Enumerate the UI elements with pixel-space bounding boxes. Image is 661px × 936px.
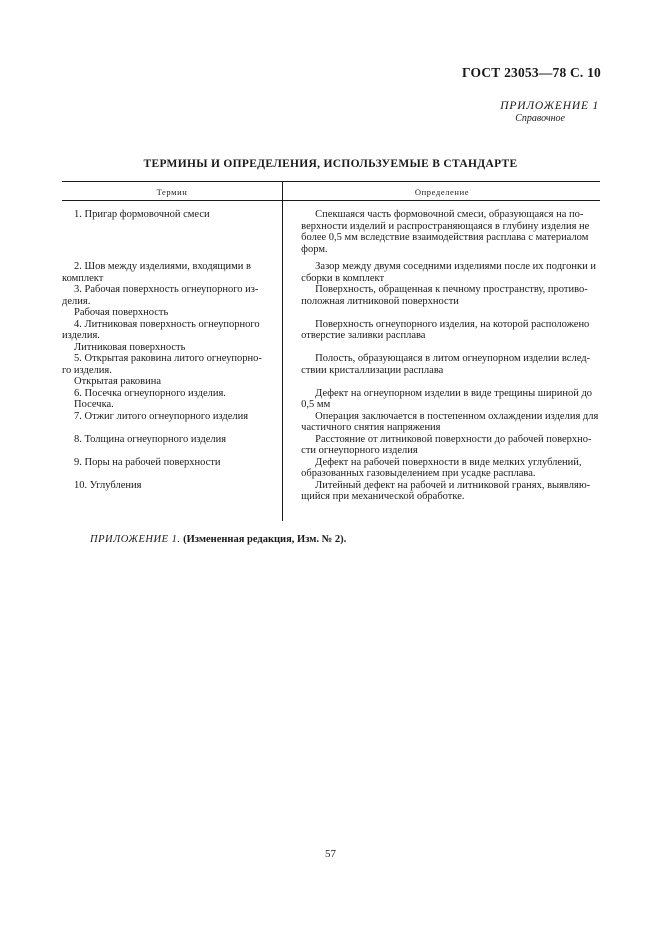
definition-cell xyxy=(301,284,600,307)
term-cell xyxy=(62,307,281,319)
term-text: го изделия. xyxy=(62,364,112,376)
definition-text: форм. xyxy=(301,243,328,255)
terms-table-body xyxy=(62,209,600,503)
term-cell xyxy=(62,434,281,446)
term-text: комплект xyxy=(62,272,104,284)
definition-text: положная литниковой поверхности xyxy=(301,295,459,307)
term-cell xyxy=(62,284,281,307)
table-row xyxy=(62,376,600,388)
definition-cell xyxy=(301,319,600,342)
term-text: Литниковая поверхность xyxy=(74,341,186,353)
document-code: ГОСТ 23053—78 С. 10 xyxy=(462,65,601,80)
term-text: 6. Посечка огнеупорного изделия. xyxy=(74,387,226,399)
term-cell xyxy=(62,342,281,354)
table-row xyxy=(62,434,600,457)
definition-text: сти огнеупорного изделия xyxy=(301,445,418,456)
table-row xyxy=(62,284,600,307)
definition-text: частичного снятия напряжения xyxy=(301,422,441,433)
definition-text: Расстояние от литниковой поверхности до рабочей поверхно- xyxy=(315,433,592,445)
term-text: 9. Поры на рабочей поверхности xyxy=(74,456,221,468)
definition-text: Зазор между двумя соседними изделиями после их подгонки и xyxy=(315,261,596,272)
section-title: ТЕРМИНЫ И ОПРЕДЕЛЕНИЯ, ИСПОЛЬЗУЕМЫЕ В СТАНДАРТЕ xyxy=(143,158,518,170)
definition-text: Литейный дефект на рабочей и литниковой гранях, выявляю- xyxy=(315,479,591,491)
term-cell xyxy=(62,209,281,221)
term-text: Открытая раковина xyxy=(74,376,161,387)
definition-cell xyxy=(301,261,600,284)
term-cell xyxy=(62,388,281,411)
table-row xyxy=(62,307,600,319)
definition-text: Спекшаяся часть формовочной смеси, образующаяся на по- xyxy=(315,209,584,220)
term-text: 10. Углубления xyxy=(74,479,142,491)
term-text: Рабочая поверхность xyxy=(74,307,169,318)
definition-text: Дефект на огнеупорном изделии в виде трещины шириной до xyxy=(315,387,593,399)
term-text: 5. Открытая раковина литого огнеупорно- xyxy=(74,353,262,364)
page-number: 57 xyxy=(325,848,336,860)
definition-text: Поверхность, обращенная к печному пространству, противо- xyxy=(315,284,588,295)
term-text: 1. Пригар формовочной смеси xyxy=(74,209,210,220)
definition-text: Поверхность огнеупорного изделия, на которой расположено xyxy=(315,318,590,330)
term-text: 2. Шов между изделиями, входящими в xyxy=(74,261,251,272)
table-header-term: Термин xyxy=(156,187,188,197)
term-cell xyxy=(62,353,281,376)
term-text: Посечка. xyxy=(74,399,114,410)
table-row xyxy=(62,457,600,480)
definition-text: образованных газовыделением при усадке расплава. xyxy=(301,468,536,479)
footnote xyxy=(90,534,346,545)
table-row xyxy=(62,480,600,503)
definition-text: Дефект на рабочей поверхности в виде мелких углублений, xyxy=(315,456,582,468)
term-cell xyxy=(62,261,281,284)
table-row xyxy=(62,388,600,411)
term-text: 3. Рабочая поверхность огнеупорного из- xyxy=(74,284,259,295)
definition-text: Операция заключается в постепенном охлаждении изделия для xyxy=(315,410,599,422)
term-text: 4. Литниковая поверхность огнеупорного xyxy=(74,318,260,330)
definition-text: ствии кристаллизации расплава xyxy=(301,364,444,376)
definition-cell xyxy=(301,434,600,457)
definition-text: отверстие заливки расплава xyxy=(301,330,426,341)
definition-cell xyxy=(301,457,600,480)
term-cell xyxy=(62,411,281,423)
table-row xyxy=(62,319,600,342)
term-cell xyxy=(62,457,281,469)
table-row xyxy=(62,342,600,354)
table-header-rule xyxy=(62,200,600,201)
definition-text: более 0,5 мм вследствие взаимодействия расплава с материалом xyxy=(301,232,589,243)
table-header-definition: Определение xyxy=(414,187,470,197)
term-text: 8. Толщина огнеупорного изделия xyxy=(74,433,227,445)
definition-cell xyxy=(301,209,600,255)
definition-text: сборки в комплект xyxy=(301,272,385,284)
term-cell xyxy=(62,480,281,492)
term-text: делия. xyxy=(62,295,91,307)
definition-text: 0,5 мм xyxy=(301,399,331,410)
appendix-label: ПРИЛОЖЕНИЕ 1 xyxy=(500,100,599,112)
term-cell xyxy=(62,376,281,388)
term-text: 7. Отжиг литого огнеупорного изделия xyxy=(74,410,249,422)
footnote-revision-note: (Измененная редакция, Изм. № 2). xyxy=(183,534,347,545)
table-row xyxy=(62,209,600,255)
appendix-subtitle: Справочное xyxy=(515,113,565,124)
table-row xyxy=(62,261,600,284)
footnote-appendix-ref: ПРИЛОЖЕНИЕ 1. xyxy=(90,534,181,545)
definition-text: верхности изделий и распространяющаяся в глубину изделия не xyxy=(301,220,590,232)
definition-cell xyxy=(301,388,600,411)
table-row xyxy=(62,353,600,376)
definition-cell xyxy=(301,353,600,376)
table-row xyxy=(62,411,600,434)
term-cell xyxy=(62,319,281,342)
definition-text: Полость, образующаяся в литом огнеупорном изделии вслед- xyxy=(315,353,591,364)
term-text: изделия. xyxy=(62,330,100,341)
table-top-rule xyxy=(62,181,600,182)
definition-cell xyxy=(301,411,600,434)
definition-cell xyxy=(301,480,600,503)
definition-text: щийся при механической обработке. xyxy=(301,491,465,502)
